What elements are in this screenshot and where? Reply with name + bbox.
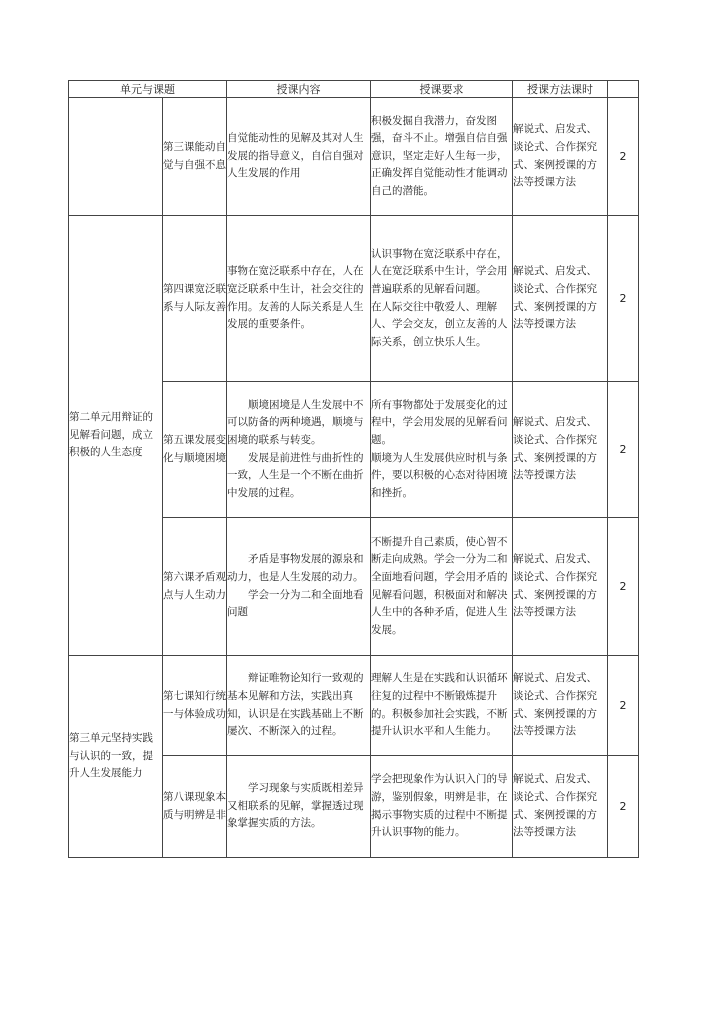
lesson-content: [227, 382, 371, 518]
unit-cell-1: [69, 98, 163, 216]
unit-cell-3: 第三单元坚持实践与认识的一致，提升人生发展能力: [69, 656, 163, 858]
lesson-content: [227, 98, 371, 216]
header-blank: [608, 81, 639, 98]
table-row: [69, 216, 639, 382]
lesson-content: [227, 656, 371, 756]
content-paragraph: 自觉能动性的见解及其对人生发展的指导意义，自信自强对人生发展的作用: [227, 132, 364, 180]
lesson-requirement: [371, 382, 513, 518]
header-method-hours: 授课方法课时: [513, 81, 608, 98]
requirement-paragraph: 所有事物都处于发展变化的过程中，学会用发展的见解看问题。: [371, 398, 508, 446]
content-paragraph: 矛盾是事物发展的源泉和动力，也是人生发展的动力。: [227, 553, 364, 583]
lesson-requirement: [371, 656, 513, 756]
lesson-content: [227, 518, 371, 656]
content-paragraph: 学会一分为二和全面地看问题: [227, 588, 364, 619]
content-paragraph: 顺境困境是人生发展中不可以防备的两种境遇，顺境与困境的联系与转变。: [227, 398, 364, 446]
lesson-method: 解说式、启发式、谈论式、合作探究式、案例授课的方法等授课方法: [513, 382, 608, 518]
requirement-paragraph: 学会把现象作为认识入门的导游，鉴别假象，明辨是非，在揭示事物实质的过程中不断提升认识事物的能力。: [371, 773, 508, 839]
lesson-requirement: [371, 98, 513, 216]
content-paragraph: 事物在宽泛联系中存在，人在宽泛联系中生计，社会交往的作用。友善的人际关系是人生发展的重要条件。: [227, 265, 364, 331]
lesson-method: 解说式、启发式、谈论式、合作探究式、案例授课的方法等授课方法: [513, 756, 608, 858]
lesson-title: 第三课能动自觉与自强不息: [163, 98, 227, 216]
unit-cell-2: 第二单元用辩证的见解看问题，成立积极的人生态度: [69, 216, 163, 656]
lesson-hours: 2: [608, 518, 639, 656]
requirement-paragraph: 不断提升自己素质，使心智不断走向成熟。学会一分为二和全面地看问题，学会用矛盾的见解看问题，积极面对和解决人生中的各种矛盾，促进人生发展。: [371, 535, 508, 636]
lesson-hours: 2: [608, 756, 639, 858]
lesson-title: 第八课现象本质与明辨是非: [163, 756, 227, 858]
content-paragraph: 发展是前进性与曲折性的一致，人生是一个不断在曲折中发展的过程。: [227, 451, 364, 499]
lesson-method: 解说式、启发式、谈论式、合作探究式、案例授课的方法等授课方法: [513, 98, 608, 216]
lesson-title: 第五课发展变化与顺境困境: [163, 382, 227, 518]
header-unit-topic: 单元与课题: [69, 81, 227, 98]
lesson-method: 解说式、启发式、谈论式、合作探究式、案例授课的方法等授课方法: [513, 518, 608, 656]
lesson-hours: 2: [608, 656, 639, 756]
teaching-plan-table: [68, 80, 639, 858]
requirement-paragraph: 积极发掘自我潜力，奋发图强，奋斗不止。增强自信自强意识，坚定走好人生每一步，正确发挥自觉能动性才能调动自己的潜能。: [371, 114, 508, 197]
lesson-requirement: [371, 518, 513, 656]
lesson-hours: 2: [608, 98, 639, 216]
lesson-method: 解说式、启发式、谈论式、合作探究式、案例授课的方法等授课方法: [513, 216, 608, 382]
content-paragraph: 学习现象与实质既相差异又相联系的见解，掌握透过现象掌握实质的方法。: [227, 782, 364, 830]
lesson-hours: 2: [608, 216, 639, 382]
lesson-method: 解说式、启发式、谈论式、合作探究式、案例授课的方法等授课方法: [513, 656, 608, 756]
lesson-title: 第六课矛盾观点与人生动力: [163, 518, 227, 656]
requirement-paragraph: 顺境为人生发展供应时机与条件，要以积极的心态对待困境和挫折。: [371, 451, 508, 499]
header-row: [69, 81, 639, 98]
header-content: 授课内容: [227, 81, 371, 98]
content-paragraph: 辩证唯物论知行一致观的基本见解和方法，实践出真知，认识是在实践基础上不断屡次、不断深入的过程。: [227, 672, 364, 738]
table-row: [69, 98, 639, 216]
table-row: [69, 656, 639, 756]
lesson-requirement: [371, 756, 513, 858]
requirement-paragraph: 理解人生是在实践和认识循环往复的过程中不断锻炼提升的。积极参加社会实践，不断提升认识水平和人生能力。: [371, 672, 508, 738]
lesson-content: [227, 216, 371, 382]
lesson-content: [227, 756, 371, 858]
requirement-paragraph: 在人际交往中敬爱人、理解人、学会交友，创立友善的人际关系，创立快乐人生。: [371, 300, 508, 348]
lesson-title: 第四课宽泛联系与人际友善: [163, 216, 227, 382]
requirement-paragraph: 认识事物在宽泛联系中存在，人在宽泛联系中生计，学会用普遍联系的见解看问题。: [371, 247, 508, 295]
lesson-title: 第七课知行统一与体验成功: [163, 656, 227, 756]
lesson-requirement: [371, 216, 513, 382]
header-requirement: 授课要求: [371, 81, 513, 98]
lesson-hours: 2: [608, 382, 639, 518]
